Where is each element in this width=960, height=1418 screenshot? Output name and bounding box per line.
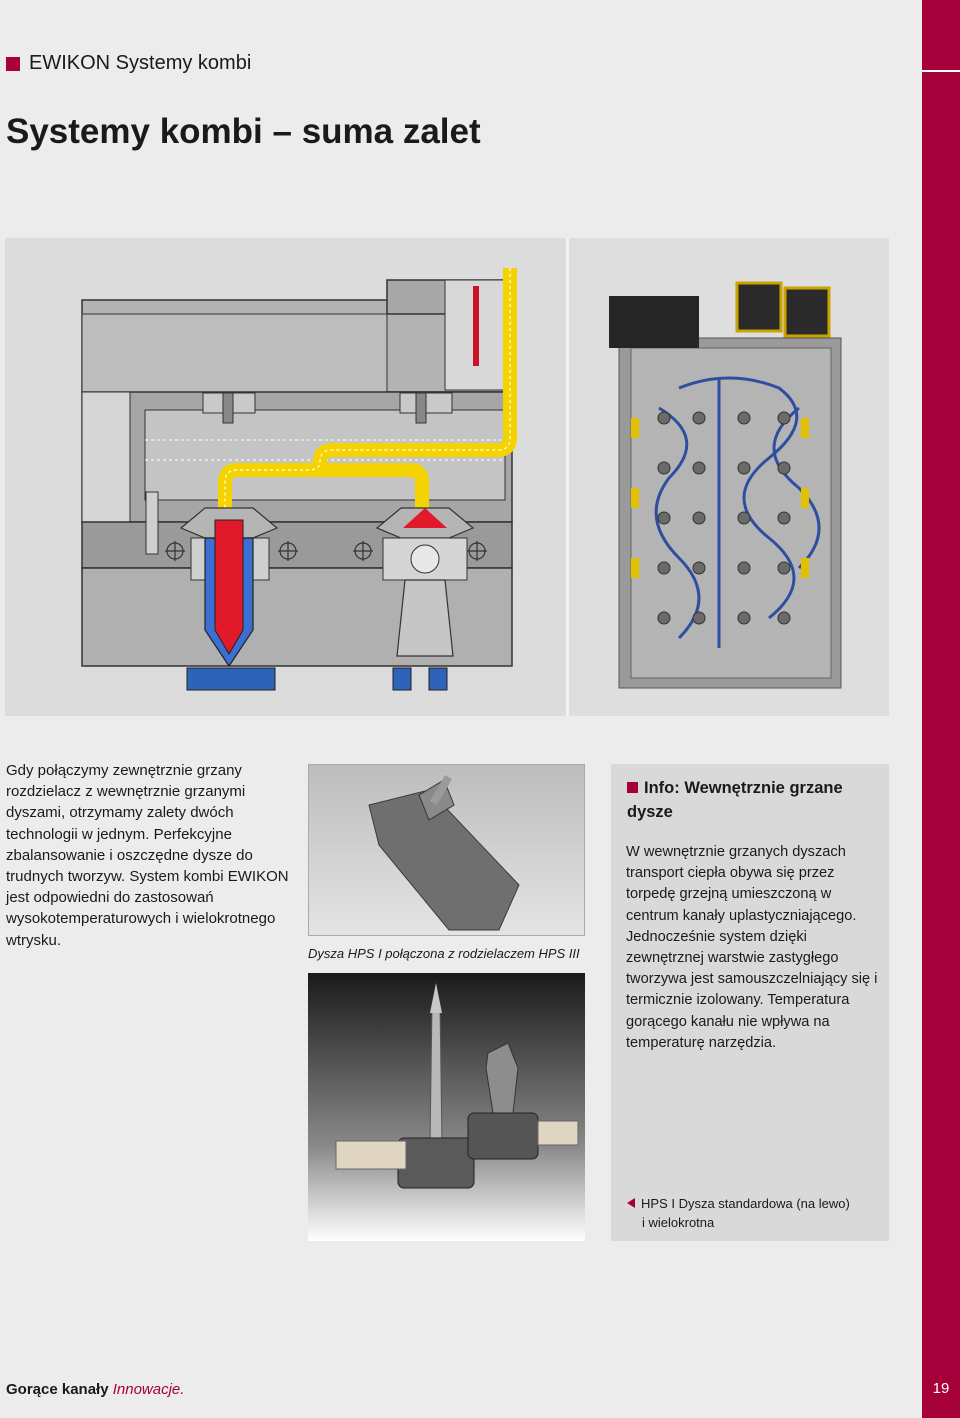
info-heading <box>627 776 877 824</box>
mold-photo <box>569 238 889 716</box>
info-caption-line1: HPS I Dysza standardowa (na lewo) <box>641 1196 850 1211</box>
section-label <box>6 52 251 75</box>
top-figure <box>5 238 889 716</box>
intro-text: Gdy połączymy zewnętrznie grzany rozdzielacz z wewnętrznie grzanymi dyszami, otrzymamy zalety dwóch technologii w jednym. Perfekcyjne zbalansowanie i oszczędne dysze do trudnych tworzyw. System kombi EWIKON jest odpowiedni do zastosowań wysokotemperaturowych i wielokrotnego wtrysku. <box>6 762 289 949</box>
info-caption-line2: i wielokrotna <box>642 1214 715 1230</box>
info-box <box>611 764 889 1241</box>
side-bar-marker <box>922 70 960 72</box>
side-accent-bar <box>922 0 960 1418</box>
nozzle-manifold-illustration <box>309 765 584 935</box>
nozzles-illustration <box>308 973 585 1241</box>
bullet-square-icon <box>6 57 20 71</box>
info-body-text: W wewnętrznie grzanych dyszach transport ciepła obywa się przez torpedę grzejną umieszczoną w centrum kanały uplastyczniającego. Jednocześnie system dzięki zewnętrznej warstwie zastygłego tworzywa jest samouszczelniający się i termicznie izolowany. Temperatura gorącego kanału nie wpływa na temperaturę narzędzia. <box>626 844 878 1051</box>
footer-brand: Gorące kanały <box>6 1381 109 1398</box>
info-heading-text: Info: Wewnętrznie grzane dysze <box>627 779 843 821</box>
section-label-text: EWIKON Systemy kombi <box>29 52 252 74</box>
nozzles-photo <box>308 973 585 1241</box>
footer <box>6 1381 184 1398</box>
cross-section-diagram <box>5 238 566 716</box>
page-title: Systemy kombi – suma zalet <box>6 112 481 151</box>
figure-caption-nozzle-manifold: Dysza HPS I połączona z rodzielaczem HPS III <box>308 946 580 961</box>
footer-tagline: Innowacje. <box>112 1381 185 1398</box>
nozzle-manifold-photo <box>308 764 585 936</box>
bullet-square-icon <box>627 782 638 793</box>
info-figure-caption <box>627 1195 885 1232</box>
page-number: 19 <box>932 1380 950 1397</box>
arrow-left-icon <box>627 1198 635 1208</box>
